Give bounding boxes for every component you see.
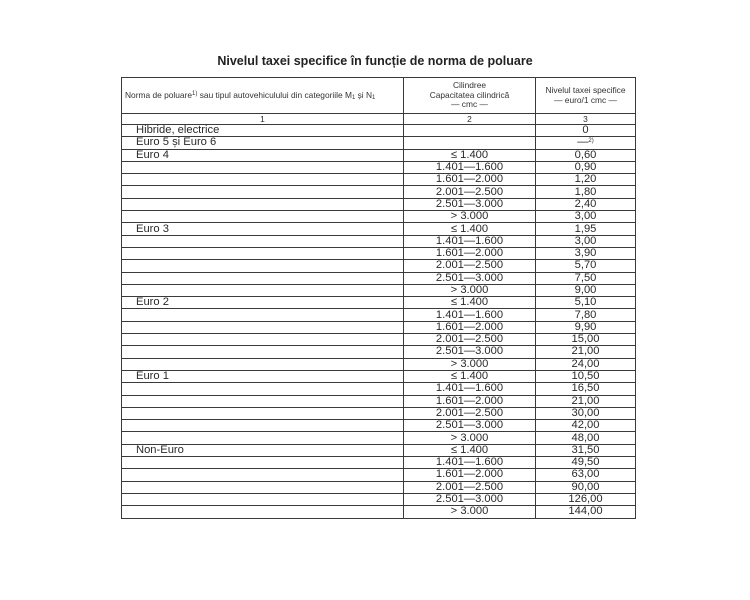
- capacity-cell: ≤ 1.400: [404, 370, 536, 382]
- capacity-cell: 2.001—2.500: [404, 334, 536, 346]
- table-row: [122, 235, 636, 247]
- tax-value: 42,00: [571, 419, 600, 432]
- tax-cell: [536, 161, 636, 173]
- pollution-norm-cell: [122, 260, 404, 272]
- tax-cell: [536, 260, 636, 272]
- column-number: 3: [536, 114, 636, 125]
- tax-cell: [536, 432, 636, 444]
- capacity-cell: ≤ 1.400: [404, 223, 536, 235]
- capacity-cell: 1.601—2.000: [404, 174, 536, 186]
- table-row: [122, 420, 636, 432]
- tax-cell: [536, 235, 636, 247]
- tax-value: 3,00: [574, 210, 597, 223]
- pollution-norm-cell: [122, 211, 404, 223]
- tax-value: 3,90: [574, 247, 597, 260]
- table-row: [122, 260, 636, 272]
- capacity-cell: 2.501—3.000: [404, 493, 536, 505]
- tax-cell: [536, 346, 636, 358]
- tax-value: 1,80: [574, 185, 597, 198]
- tax-cell: [536, 174, 636, 186]
- table-row: [122, 321, 636, 333]
- pollution-norm-cell: [122, 272, 404, 284]
- tax-value: 5,10: [574, 296, 597, 309]
- tax-cell: [536, 137, 636, 149]
- tax-cell: [536, 198, 636, 210]
- capacity-cell: 2.001—2.500: [404, 407, 536, 419]
- capacity-cell: > 3.000: [404, 211, 536, 223]
- capacity-cell: 2.001—2.500: [404, 481, 536, 493]
- tax-cell: [536, 272, 636, 284]
- tax-value: 3,00: [574, 235, 597, 247]
- tax-value: 16,50: [571, 382, 600, 395]
- tax-cell: [536, 358, 636, 370]
- tax-value: 21,00: [571, 345, 600, 358]
- tax-cell: [536, 186, 636, 198]
- table-row: [122, 432, 636, 444]
- pollution-norm-cell: Euro 4: [122, 149, 404, 161]
- pollution-norm-cell: [122, 186, 404, 198]
- table-row: [122, 137, 636, 149]
- capacity-cell: ≤ 1.400: [404, 149, 536, 161]
- tax-cell: [536, 481, 636, 493]
- capacity-cell: 2.001—2.500: [404, 186, 536, 198]
- capacity-cell: > 3.000: [404, 358, 536, 370]
- tax-value: 21,00: [571, 395, 600, 407]
- pollution-norm-cell: [122, 247, 404, 259]
- tax-cell: [536, 506, 636, 518]
- capacity-cell: ≤ 1.400: [404, 297, 536, 309]
- capacity-cell: > 3.000: [404, 506, 536, 518]
- tax-value: 10,50: [571, 370, 600, 383]
- pollution-norm-cell: [122, 309, 404, 321]
- capacity-cell: [404, 137, 536, 149]
- table-row: [122, 149, 636, 161]
- table-row: [122, 506, 636, 518]
- pollution-norm-cell: [122, 469, 404, 481]
- pollution-norm-cell: Euro 5 și Euro 6: [122, 137, 404, 149]
- capacity-cell: 1.601—2.000: [404, 321, 536, 333]
- table-row: [122, 457, 636, 469]
- pollution-norm-cell: [122, 432, 404, 444]
- capacity-cell: 2.001—2.500: [404, 260, 536, 272]
- table-row: [122, 358, 636, 370]
- tax-cell: [536, 211, 636, 223]
- tax-cell: [536, 297, 636, 309]
- tax-value: 0,60: [574, 149, 597, 161]
- capacity-cell: 1.601—2.000: [404, 469, 536, 481]
- pollution-norm-cell: Euro 3: [122, 223, 404, 235]
- table-row: [122, 297, 636, 309]
- capacity-cell: [404, 125, 536, 137]
- tax-value: 24,00: [571, 358, 600, 370]
- capacity-cell: 1.401—1.600: [404, 383, 536, 395]
- capacity-cell: 2.501—3.000: [404, 272, 536, 284]
- header-cylinder-capacity: Cilindree Capacitatea cilindrică — cmc —: [404, 78, 536, 114]
- tax-value: 0,90: [574, 161, 597, 174]
- table-row: [122, 469, 636, 481]
- table-row: [122, 346, 636, 358]
- table-row: [122, 284, 636, 296]
- header-tax-level: Nivelul taxei specifice — euro/1 cmc —: [536, 78, 636, 114]
- tax-cell: [536, 469, 636, 481]
- capacity-cell: 1.401—1.600: [404, 309, 536, 321]
- table-row: [122, 247, 636, 259]
- pollution-norm-cell: Non-Euro: [122, 444, 404, 456]
- tax-cell: [536, 223, 636, 235]
- table-row: [122, 334, 636, 346]
- tax-cell: [536, 321, 636, 333]
- tax-value: 7,80: [574, 308, 597, 321]
- header-row: [122, 78, 636, 114]
- tax-cell: [536, 149, 636, 161]
- pollution-norm-cell: [122, 321, 404, 333]
- tax-value: 49,50: [571, 456, 600, 469]
- table-row: [122, 174, 636, 186]
- pollution-norm-cell: [122, 457, 404, 469]
- capacity-cell: 1.401—1.600: [404, 161, 536, 173]
- tax-cell: [536, 383, 636, 395]
- tax-cell: [536, 334, 636, 346]
- capacity-cell: ≤ 1.400: [404, 444, 536, 456]
- tax-cell: [536, 444, 636, 456]
- pollution-norm-cell: [122, 383, 404, 395]
- column-number-row: [122, 114, 636, 125]
- capacity-cell: 2.501—3.000: [404, 346, 536, 358]
- capacity-cell: > 3.000: [404, 432, 536, 444]
- tax-cell: [536, 370, 636, 382]
- tax-cell: [536, 309, 636, 321]
- pollution-norm-cell: [122, 407, 404, 419]
- table-row: [122, 186, 636, 198]
- tax-cell: [536, 457, 636, 469]
- capacity-cell: 2.501—3.000: [404, 198, 536, 210]
- tax-value: 5,70: [574, 259, 597, 272]
- tax-cell: [536, 420, 636, 432]
- tax-cell: [536, 284, 636, 296]
- table-row: [122, 125, 636, 137]
- pollution-norm-cell: [122, 198, 404, 210]
- tax-value: 15,00: [571, 333, 600, 346]
- table-row: [122, 211, 636, 223]
- table-row: [122, 370, 636, 382]
- capacity-cell: 2.501—3.000: [404, 420, 536, 432]
- pollution-norm-cell: [122, 174, 404, 186]
- table-row: [122, 395, 636, 407]
- pollution-norm-cell: [122, 358, 404, 370]
- table-row: [122, 223, 636, 235]
- tax-value: —: [577, 136, 589, 149]
- table-row: [122, 493, 636, 505]
- tax-value: 90,00: [571, 481, 600, 493]
- pollution-norm-cell: [122, 346, 404, 358]
- pollution-norm-cell: Hibride, electrice: [122, 125, 404, 137]
- table-row: [122, 309, 636, 321]
- pollution-norm-cell: [122, 506, 404, 518]
- capacity-cell: 1.601—2.000: [404, 247, 536, 259]
- pollution-norm-cell: Euro 1: [122, 370, 404, 382]
- tax-value: 9,00: [574, 284, 597, 296]
- tax-value: 30,00: [571, 407, 600, 419]
- tax-value: 48,00: [571, 431, 600, 444]
- tax-cell: [536, 395, 636, 407]
- tax-cell: [536, 247, 636, 259]
- pollution-norm-cell: Euro 2: [122, 297, 404, 309]
- table-row: [122, 272, 636, 284]
- pollution-norm-cell: [122, 395, 404, 407]
- capacity-cell: 1.401—1.600: [404, 235, 536, 247]
- table-row: [122, 198, 636, 210]
- table-row: [122, 481, 636, 493]
- pollution-norm-cell: [122, 481, 404, 493]
- pollution-norm-cell: [122, 420, 404, 432]
- table-row: [122, 407, 636, 419]
- column-number: 1: [122, 114, 404, 125]
- tax-value: 126,00: [568, 493, 603, 506]
- tax-value: 2,40: [574, 198, 597, 210]
- tax-value: 7,50: [574, 272, 597, 284]
- table-row: [122, 161, 636, 173]
- pollution-norm-cell: [122, 161, 404, 173]
- footnote-marker: 2): [588, 138, 594, 145]
- table-row: [122, 444, 636, 456]
- tax-value: 1,95: [574, 222, 597, 235]
- column-number: 2: [404, 114, 536, 125]
- capacity-cell: 1.401—1.600: [404, 457, 536, 469]
- pollution-norm-cell: [122, 284, 404, 296]
- pollution-norm-cell: [122, 334, 404, 346]
- pollution-norm-cell: [122, 493, 404, 505]
- tax-cell: [536, 407, 636, 419]
- tax-value: 9,90: [574, 321, 597, 333]
- tax-value: 0: [582, 124, 589, 137]
- tax-value: 31,50: [571, 444, 600, 456]
- table-row: [122, 383, 636, 395]
- tax-cell: [536, 493, 636, 505]
- table-title: Nivelul taxei specifice în funcție de norma de poluare: [217, 54, 533, 68]
- tax-value: 144,00: [568, 505, 603, 518]
- capacity-cell: > 3.000: [404, 284, 536, 296]
- pollution-norm-cell: [122, 235, 404, 247]
- capacity-cell: 1.601—2.000: [404, 395, 536, 407]
- tax-value: 1,20: [574, 173, 597, 186]
- tax-table: [121, 77, 636, 519]
- tax-cell: [536, 125, 636, 137]
- header-pollution-norm: Norma de poluare$^{1)}$ sau tipul autovehiculului din categoriile $M_1$ și $N_1$: [122, 78, 404, 114]
- tax-value: 63,00: [571, 468, 600, 481]
